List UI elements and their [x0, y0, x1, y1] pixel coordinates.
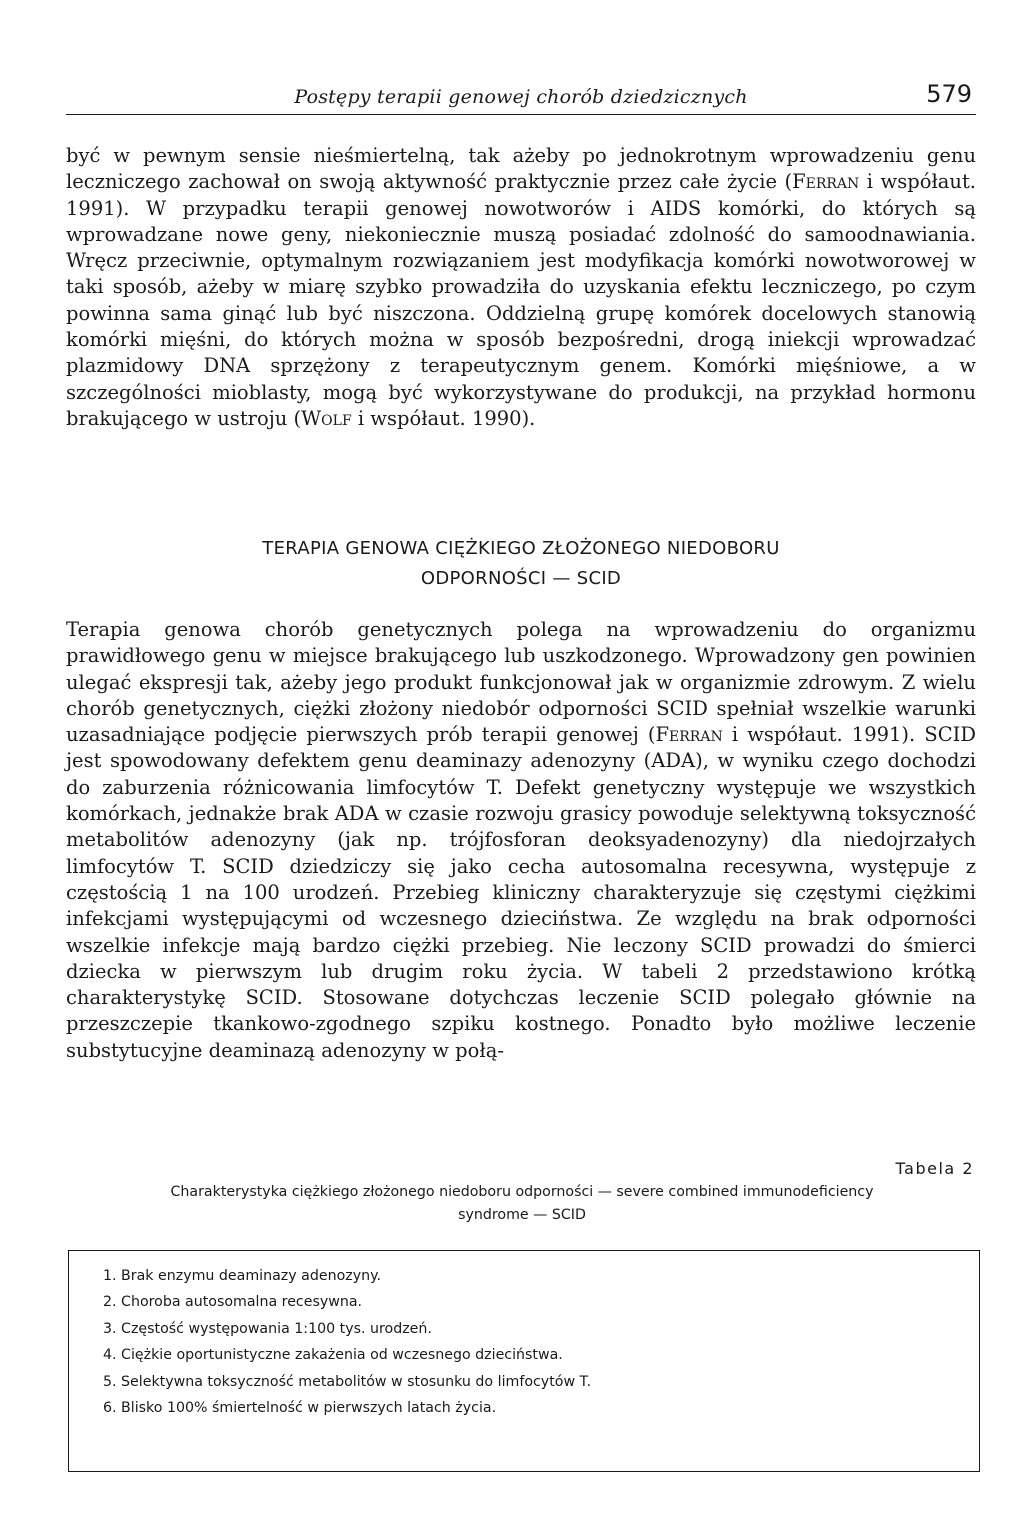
table-caption-line-1: Charakterystyka ciężkiego złożonego niedoboru odporności — severe combined immunodeficiency: [170, 1184, 874, 1200]
citation-author: Wolf: [301, 406, 352, 430]
table-item: 5. Selektywna toksyczność metabolitów w stosunku do limfocytów T.: [103, 1373, 592, 1390]
running-title: Postępy terapii genowej chorób dziedzicznych: [294, 86, 748, 108]
running-header: [66, 80, 976, 115]
table-item: 4. Ciężkie oportunistyczne zakażenia od wczesnego dzieciństwa.: [103, 1347, 563, 1364]
section-heading: [66, 534, 976, 594]
paragraph-text: i współaut. 1991). SCID jest spowodowany defektem genu deaminazy adenozyny (ADA), w wyniku czego dochodzi do zaburzenia różnicowania limfocytów T. Defekt genetyczny występuje we wszystkich komórkach, jednakże brak ADA w czasie rozwoju grasicy powoduje selektywną toksyczność metabolitów adenozyny (jak np. trójfosforan deoksyadenozyny) dla niedojrzałych limfocytów T. SCID dziedziczy się jako cecha autosomalna recesywna, występuje z częstością 1 na 100 urodzeń. Przebieg kliniczny charakteryzuje się częstymi ciężkimi infekcjami występującymi od wczesnego dzieciństwa. Ze względu na brak odporności wszelkie infekcje mają bardzo ciężki przebieg. Nie leczony SCID prowadzi do śmierci dziecka w pierwszym lub drugim roku życia. W tabeli 2 przedstawiono krótką charakterystykę SCID. Stosowane dotychczas leczenie SCID polegało głównie na przeszczepie tkankowo-zgodnego szpiku kostnego. Ponadto było możliwe leczenie substytucyjne deaminazą adenozyny w połą-: [66, 723, 976, 1062]
citation-author: Ferran: [655, 723, 723, 747]
section-heading-line-2: ODPORNOŚCI — SCID: [420, 568, 622, 589]
table-item: 1. Brak enzymu deaminazy adenozyny.: [103, 1268, 381, 1284]
paragraph-text: i współaut. 1991). W przypadku terapii genowej nowotworów i AIDS komórki, do których są wprowadzane nowe geny, niekoniecznie muszą posiadać zdolność do samoodnawiania. Wręcz przeciwnie, optymalnym rozwiązaniem jest modyfikacja komórki nowotworowej w taki sposób, ażeby w miarę szybko prowadziła do uzyskania efektu leczniczego, po czym powinna sama ginąć lub być niszczona. Oddzielną grupę komórek docelowych stanowią komórki mięśni, do których można w sposób bezpośredni, drogą iniekcji wprowadzać plazmidowy DNA sprzężony z terapeutycznym genem. Komórki mięśniowe, a w szczególności mioblasty, mogą być wykorzystywane do produkcji, na przykład hormonu brakującego w ustroju (: [66, 170, 976, 430]
table-item: 2. Choroba autosomalna recesywna.: [103, 1294, 363, 1311]
section-heading-line-1: TERAPIA GENOWA CIĘŻKIEGO ZŁOŻONEGO NIEDOBORU: [262, 538, 780, 559]
citation-author: Ferran: [792, 170, 860, 194]
table-item: 6. Blisko 100% śmiertelność w pierwszych latach życia.: [103, 1400, 497, 1417]
paragraph-text: i współaut. 1990).: [351, 406, 536, 430]
table-item: 3. Częstość występowania 1:100 tys. urodzeń.: [103, 1320, 432, 1337]
paragraph-text: Terapia genowa chorób genetycznych polega na wprowadzeniu do organizmu prawidłowego genu w miejsce brakującego lub uszkodzonego. Wprowadzony gen powinien ulegać ekspresji tak, ażeby jego produkt funkcjonował jak w organizmie zdrowym. Z wielu chorób genetycznych, ciężki złożony niedobór odporności SCID spełniał wszelkie warunki uzasadniające podjęcie pierwszych prób terapii genowej (: [66, 618, 976, 747]
body-paragraph-1: [66, 143, 976, 432]
paragraph-text: być w pewnym sensie nieśmiertelną, tak ażeby po jednokrotnym wprowadzeniu genu leczniczego zachował on swoją aktywność praktycznie przez całe życie (: [66, 144, 976, 194]
table-caption: [60, 1181, 984, 1227]
table-label: Tabela 2: [895, 1159, 974, 1178]
table-caption-line-2: syndrome — SCID: [458, 1207, 586, 1223]
body-paragraph-2: [66, 617, 976, 1064]
page-number: 579: [926, 80, 972, 108]
table-list: [103, 1263, 591, 1421]
table-box: [68, 1250, 980, 1472]
